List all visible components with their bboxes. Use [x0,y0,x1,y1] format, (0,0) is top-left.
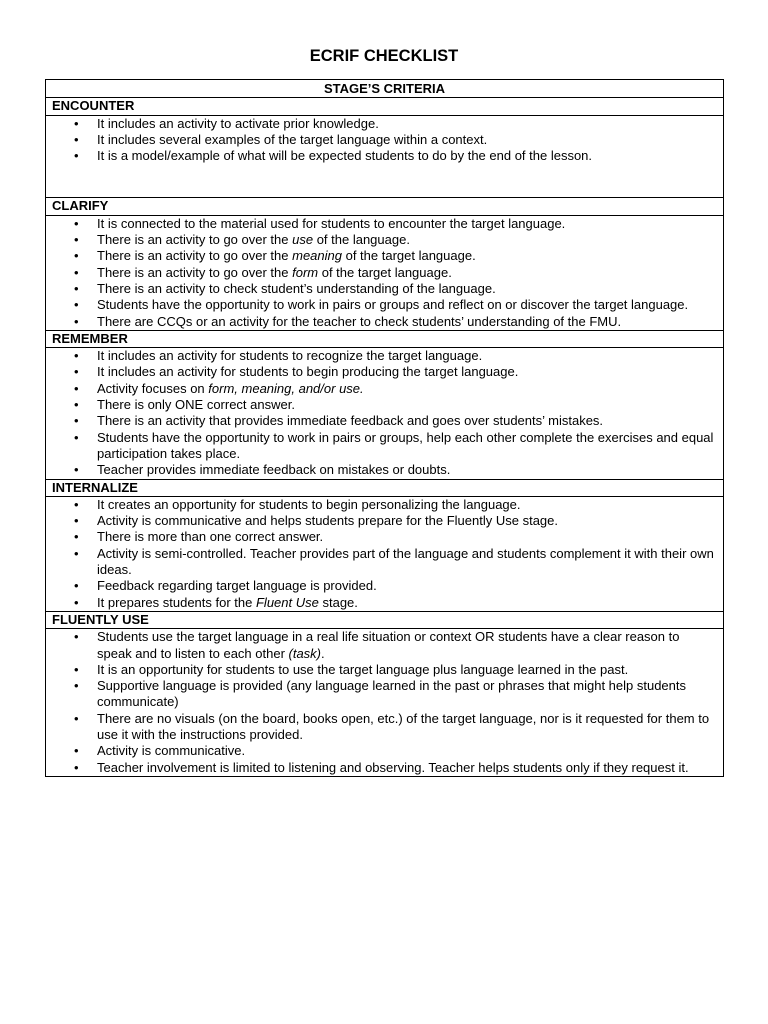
table-header-row [46,80,724,98]
criteria-item [46,711,723,744]
stage-criteria-cell [46,629,724,777]
criteria-item [46,281,723,297]
criteria-item [46,116,723,132]
stage-name-clarify: CLARIFY [46,198,724,215]
criteria-text: There is more than one correct answer. [97,529,324,545]
criteria-item [46,381,723,397]
criteria-text: There is an activity to go over the [97,264,293,280]
criteria-text: Teacher involvement is limited to listening and observing. Teacher helps students only if they request it. [97,759,689,775]
criteria-item [46,529,723,545]
document-title: ECRIF CHECKLIST [309,47,459,65]
criteria-emphasis-text: Fluent Use [255,594,319,610]
criteria-list [46,497,723,611]
criteria-text: of the target language. [341,248,476,264]
criteria-item [46,397,723,413]
criteria-list [46,116,723,165]
criteria-item [46,413,723,429]
criteria-text: of the target language. [318,264,452,280]
criteria-text: It is an opportunity for students to use the target language plus language learned in the past. [97,661,629,677]
criteria-text: It includes an activity for students to begin producing the target language. [97,364,519,380]
stage-header-row-remember [46,330,724,347]
criteria-item [46,216,723,232]
criteria-text: It includes several examples of the target language within a context. [97,131,488,147]
stage-criteria-cell [46,215,724,330]
criteria-text: Activity focuses on [97,380,209,396]
criteria-item [46,297,723,313]
criteria-text: stage. [318,594,358,610]
stage-name-remember: REMEMBER [46,330,724,347]
criteria-text: It includes an activity to activate prior knowledge. [97,115,379,131]
criteria-item [46,248,723,264]
criteria-item [46,513,723,529]
criteria-list [46,629,723,776]
stage-name-encounter: ENCOUNTER [46,98,724,115]
criteria-list [46,216,723,330]
criteria-item [46,348,723,364]
criteria-text: Supportive language is provided (any language learned in the past or phrases that might help students communicate) [97,678,686,710]
criteria-text: . [321,645,325,661]
criteria-text: It prepares students for the [97,594,256,610]
criteria-text: Activity is semi-controlled. Teacher provides part of the language and students complement it with their own ideas. [97,545,714,578]
criteria-item [46,760,723,776]
stage-criteria-row-internalize [46,496,724,611]
criteria-text: Feedback regarding target language is provided. [97,578,377,594]
stage-criteria-cell [46,348,724,479]
criteria-item [46,430,723,463]
criteria-item [46,662,723,678]
criteria-item [46,232,723,248]
stage-header-row-internalize [46,479,724,496]
criteria-item [46,314,723,330]
criteria-text: It creates an opportunity for students to begin personalizing the language. [97,496,521,512]
criteria-text: Students have the opportunity to work in pairs or groups and reflect on or discover the target language. [97,297,689,313]
criteria-emphasis-text: use [292,232,314,248]
criteria-text: There is only ONE correct answer. [97,397,295,413]
criteria-text: There is an activity that provides immediate feedback and goes over students’ mistakes. [97,413,604,429]
table-header: STAGE’S CRITERIA [46,80,724,98]
criteria-item [46,148,723,164]
stage-header-row-encounter [46,98,724,115]
criteria-item [46,265,723,281]
criteria-item [46,743,723,759]
criteria-text: It includes an activity for students to recognize the target language. [97,348,483,364]
criteria-text: Students have the opportunity to work in pairs or groups, help each other complete the exercises and equal participation takes place. [97,429,714,461]
stage-name-internalize: INTERNALIZE [46,479,724,496]
criteria-text: of the language. [313,232,410,248]
criteria-item [46,364,723,380]
stage-criteria-row-remember [46,348,724,479]
criteria-emphasis-text: form [292,264,319,280]
criteria-text: Students use the target language in a real life situation or context OR students have a clear reason to speak and to listen to each other [97,629,680,661]
criteria-text: Activity is communicative and helps students prepare for the Fluently Use stage. [97,513,558,529]
criteria-item [46,595,723,611]
criteria-item [46,629,723,662]
criteria-text: There is an activity to check student’s understanding of the language. [97,280,496,296]
stage-header-row-fluently-use [46,611,724,628]
stage-name-fluently-use: FLUENTLY USE [46,611,724,628]
criteria-emphasis-text: (task) [288,645,322,661]
checklist-body [46,80,724,777]
criteria-emphasis-text: meaning [292,248,342,264]
criteria-list [46,348,723,478]
criteria-item [46,678,723,711]
stage-criteria-cell [46,496,724,611]
ecrif-checklist-table [45,79,724,777]
criteria-text: It is a model/example of what will be expected students to do by the end of the lesson. [97,148,593,164]
criteria-item [46,546,723,579]
criteria-text: There are CCQs or an activity for the teacher to check students’ understanding of the FMU. [97,313,622,329]
stage-criteria-row-encounter [46,115,724,198]
criteria-item [46,497,723,513]
criteria-text: There is an activity to go over the [97,232,293,248]
stage-criteria-row-fluently-use [46,629,724,777]
criteria-item [46,132,723,148]
criteria-text: It is connected to the material used for students to encounter the target language. [97,215,566,231]
criteria-text: There are no visuals (on the board, books open, etc.) of the target language, nor is it requested for them to use it with the instructions provided. [97,710,710,742]
criteria-item [46,578,723,594]
criteria-text: There is an activity to go over the [97,248,293,264]
criteria-item [46,462,723,478]
stage-criteria-cell [46,115,724,198]
criteria-text: Activity is communicative. [97,743,246,759]
stage-header-row-clarify [46,198,724,215]
criteria-text: Teacher provides immediate feedback on mistakes or doubts. [97,462,451,478]
stage-criteria-row-clarify [46,215,724,330]
criteria-emphasis-text: form, meaning, and/or use. [208,380,364,396]
